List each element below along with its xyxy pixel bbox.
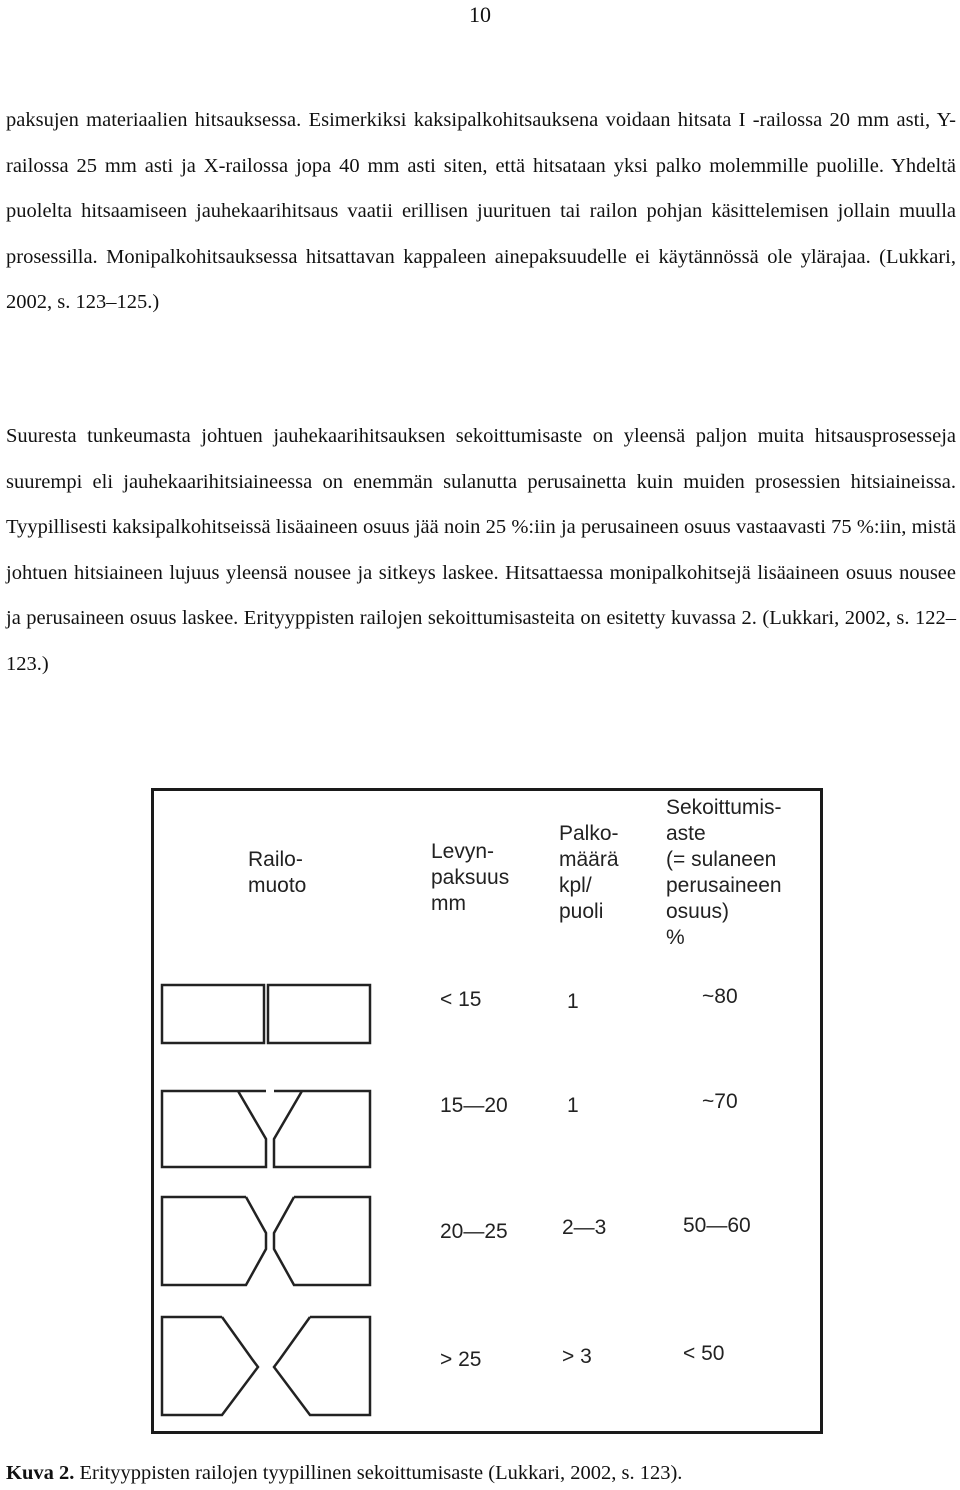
figure-groove-table: [151, 788, 823, 1434]
row-thickness: < 15: [440, 988, 482, 1011]
row-dilution: < 50: [683, 1342, 725, 1365]
caption-label: Kuva 2.: [6, 1462, 75, 1484]
header-dilution: Sekoittumis- aste (= sulaneen perusaineen osuus) %: [666, 796, 782, 949]
row-dilution: ~80: [702, 985, 738, 1008]
page-number: 10: [469, 2, 491, 27]
row-thickness: 15—20: [440, 1094, 508, 1117]
X-groove-icon: [160, 1191, 420, 1291]
header-pass-count: Palko- määrä kpl/ puoli: [559, 822, 619, 923]
figure-caption: [6, 1460, 682, 1486]
row-passes: 1: [567, 1094, 579, 1117]
row-thickness: > 25: [440, 1348, 482, 1371]
caption-text: Erityyppisten railojen tyypillinen sekoittumisaste (Lukkari, 2002, s. 123).: [74, 1462, 683, 1484]
I-groove-icon: [160, 981, 420, 1051]
body-paragraph: Suuresta tunkeumasta johtuen jauhekaarihitsauksen sekoittumisaste on yleensä paljon muita hitsausprosesseja suurempi eli jauhekaarihitsiaineessa on enemmän sulanutta perusainetta kuin muiden prosessien hitsiaineissa. Tyypillisesti kaksipalkohitseissä lisäaineen osuus jää noin 25 %:iin ja perusaineen osuus vastaavasti 75 %:iin, mistä johtuen hitsiaineen lujuus yleensä nousee ja sitkeys laskee. Hitsattaessa monipalkohitsejä lisäaineen osuus nousee ja perusaineen osuus laskee. Erityyppisten railojen sekoittumisasteita on esitetty kuvassa 2. (Lukkari, 2002, s. 122–123.): [6, 425, 956, 675]
row-thickness: 20—25: [440, 1220, 508, 1243]
row-dilution: ~70: [702, 1090, 738, 1113]
row-passes: 1: [567, 990, 579, 1013]
row-passes: 2—3: [562, 1216, 607, 1239]
header-groove-shape: Railo- muoto: [248, 848, 307, 897]
body-paragraph: paksujen materiaalien hitsauksessa. Esimerkiksi kaksipalkohitsauksena voidaan hitsata I -railossa 20 mm asti, Y-railossa 25 mm asti ja X-railossa jopa 40 mm asti siten, että hitsataan yksi palko molemmille puolille. Yhdeltä puolelta hitsaamiseen jauhekaarihitsaus vaatii erillisen juurituen tai railon pohjan käsittelemisen jollain muulla prosessilla. Monipalkohitsauksessa hitsattavan kappaleen ainepaksuudelle ei käytännössä ole ylärajaa. (Lukkari, 2002, s. 123–125.): [6, 109, 956, 313]
row-dilution: 50—60: [683, 1214, 751, 1237]
Y-groove-icon: [160, 1081, 420, 1171]
header-plate-thickness: Levyn- paksuus mm: [431, 840, 510, 915]
double-V-groove-icon: [160, 1311, 420, 1421]
row-passes: > 3: [562, 1345, 592, 1368]
